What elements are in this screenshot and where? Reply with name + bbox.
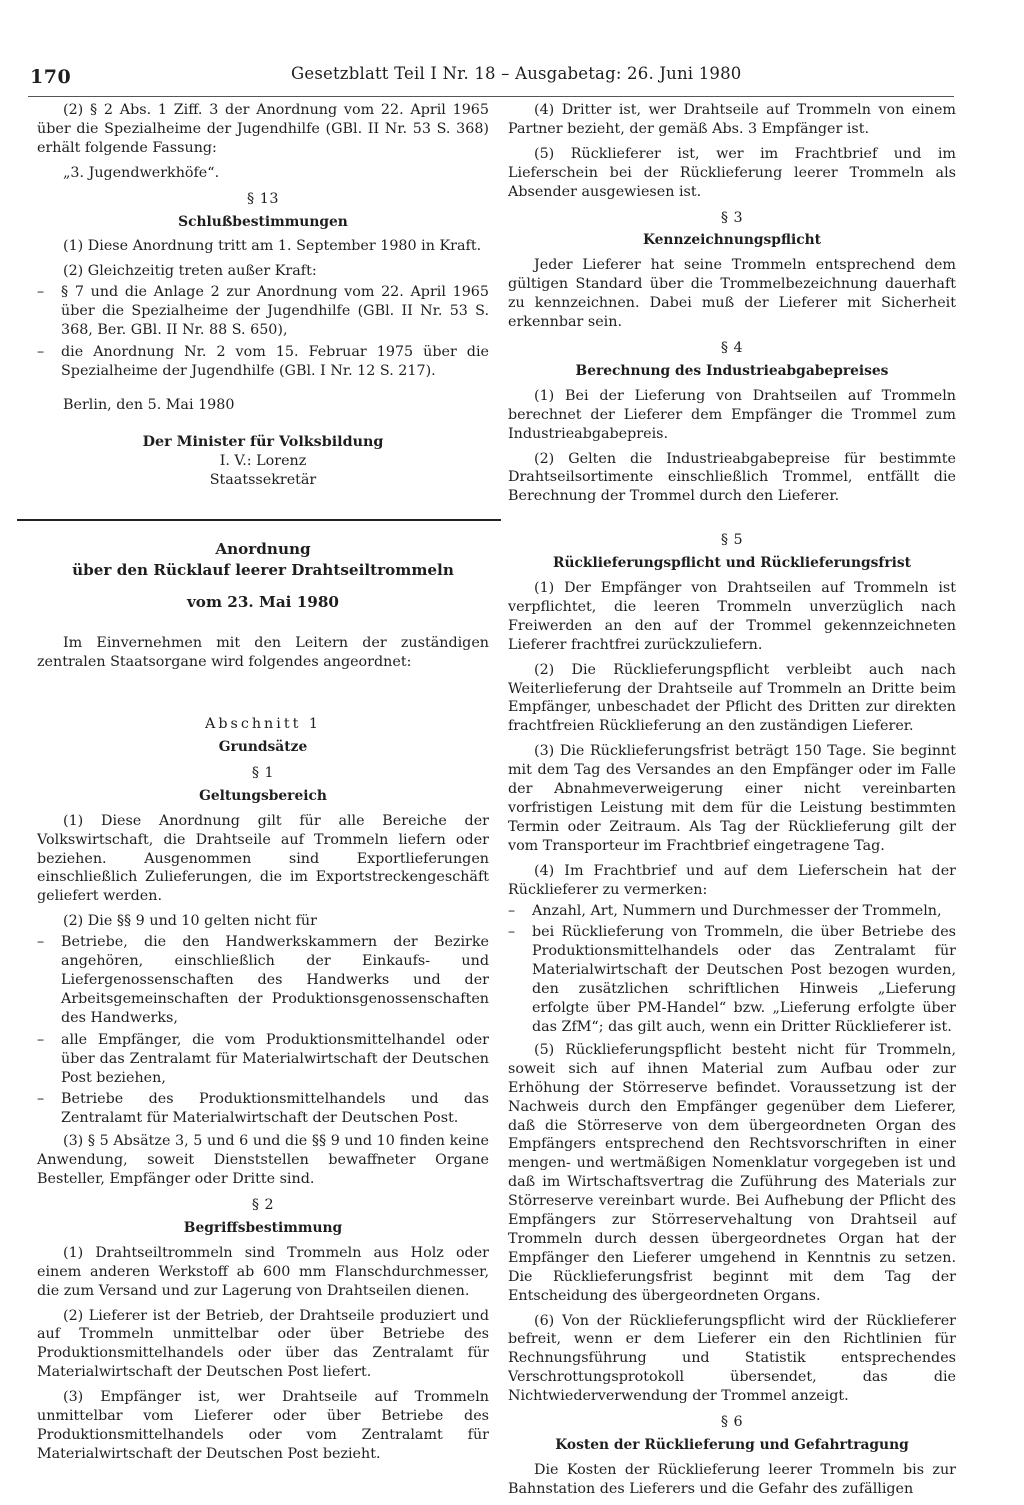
- right-column: [508, 101, 956, 1505]
- preamble: Im Einvernehmen mit den Leitern der zuständigen zentralen Staatsorgane wird folgendes angeordnet:: [37, 635, 489, 671]
- list-item: [37, 1031, 489, 1088]
- section-title: Rücklieferungspflicht und Rücklieferungsfrist: [553, 555, 911, 572]
- section-number: § 3: [720, 209, 744, 226]
- paragraph: (1) Bei der Lieferung von Drahtseilen auf Trommeln berechnet der Lieferer dem Empfänger die Trommel zum Industrieabgabepreis.: [508, 387, 956, 442]
- list-item-text: bei Rücklieferung von Trommeln, die über Betriebe des Produktionsmittelhandels oder das Zentralamt für Materialwirtschaft der Deutschen Post bezogen wurden, den zusätzlichen schriftlichen Hinweis „Lieferung erfolgte über PM-Handel“ bzw. „Lieferung erfolgte über das ZfM“; das gilt auch, wenn ein Dritter Rücklieferer ist.: [532, 924, 956, 1035]
- list-item: [37, 343, 489, 381]
- dash-bullet: –: [37, 284, 45, 301]
- paragraph: (1) Diese Anordnung gilt für alle Bereiche der Volkswirtschaft, die Drahtseile auf Trommeln liefern oder beziehen. Ausgenommen sind Exportlieferungen einschließlich Zulieferungen, die im Exportstreckengeschäft geliefert werden.: [37, 812, 489, 905]
- quote-line: „3. Jugendwerkhöfe“.: [63, 164, 220, 181]
- running-header: Gesetzblatt Teil I Nr. 18 – Ausgabetag: 26. Juni 1980: [291, 64, 742, 83]
- dash-bullet: –: [37, 934, 45, 951]
- list-item-text: alle Empfänger, die vom Produktionsmittelhandel oder über das Zentralamt für Materialwirtschaft der Deutschen Post beziehen,: [61, 1031, 489, 1086]
- paragraph: (2) Lieferer ist der Betrieb, der Drahtseile produziert und auf Trommeln unmittelbar oder über Betriebe des Produktionsmittelhandels oder über das Zentralamt für Materialwirtschaft der Deutschen Post liefert.: [37, 1307, 489, 1381]
- list-item: [37, 933, 489, 1028]
- paragraph: (3) § 5 Absätze 3, 5 und 6 und die §§ 9 und 10 finden keine Anwendung, soweit Dienststellen bewaffneter Organe Besteller, Empfänger oder Dritte sind.: [37, 1133, 489, 1188]
- paragraph: (4) Im Frachtbrief und auf dem Lieferschein hat der Rücklieferer zu vermerken:: [508, 862, 956, 898]
- header-rule: [28, 96, 954, 97]
- paragraph: Die Kosten der Rücklieferung leerer Trommeln bis zur Bahnstation des Lieferers und die Gefahr des zufälligen: [508, 1461, 956, 1497]
- section-number: § 2: [251, 1196, 275, 1213]
- paragraph: (1) Diese Anordnung tritt am 1. September 1980 in Kraft.: [63, 238, 482, 255]
- paragraph: (3) Die Rücklieferungsfrist beträgt 150 Tage. Sie beginnt mit dem Tag des Versandes an den Empfänger oder im Falle der Abnahmeverweigerung einer nicht vereinbarten vorfristigen Leistung mit dem für die Leistung bestimmten Termin oder Zeitraum. Als Tag der Rücklieferung gilt der vom Transporteur im Frachtbrief eingetragene Tag.: [508, 743, 956, 854]
- section-number: § 13: [247, 190, 279, 207]
- list-item-text: Betriebe des Produktionsmittelhandels und das Zentralamt für Materialwirtschaft der Deutschen Post.: [61, 1091, 489, 1127]
- place-date: Berlin, den 5. Mai 1980: [63, 396, 235, 413]
- dash-bullet: –: [508, 902, 516, 919]
- paragraph: (2) Gelten die Industrieabgabepreise für bestimmte Drahtseilsortimente einschließlich Trommel, entfällt die Berechnung der Trommel durch den Lieferer.: [508, 450, 956, 505]
- paragraph: Jeder Lieferer hat seine Trommeln entsprechend dem gültigen Standard über die Trommelbezeichnung dauerhaft zu kennzeichnen. Dabei muß der Lieferer mit Sicherheit erkennbar sein.: [508, 257, 956, 331]
- section-title: Geltungsbereich: [199, 787, 327, 804]
- paragraph: (2) Gleichzeitig treten außer Kraft:: [63, 263, 317, 280]
- list-item: [508, 902, 956, 921]
- section-title: Kosten der Rücklieferung und Gefahrtragung: [555, 1437, 909, 1453]
- ordinance-date: vom 23. Mai 1980: [186, 593, 339, 612]
- paragraph: (5) Rücklieferungspflicht besteht nicht für Trommeln, soweit sich auf ihnen Material zum Aufbau oder zur Erhöhung der Störreserve befindet. Voraussetzung ist der Nachweis durch den Empfänger gegenüber dem Lieferer, daß die Störreserve von dem übergeordneten Organ des Empfängers entsprechend den Rechtsvorschriften in einer mengen- und wertmäßigen Nomenklatur vorgegeben ist und daß im Wirtschaftsvertrag die Zuführung des Materials zur Störreserve vereinbart wurde. Bei Aufhebung der Pflicht des Empfängers zur Störreservehaltung von Drahtseil auf Trommeln durch dessen übergeordnetes Organ hat der Empfänger den Lieferer umgehend in Kenntnis zu setzen. Die Rücklieferungsfrist beginnt mit dem Tag der Entscheidung des übergeordneten Organs.: [508, 1041, 956, 1304]
- list-item: [508, 923, 956, 1036]
- signer-title: Der Minister für Volksbildung: [142, 433, 384, 450]
- ordinance-subtitle: über den Rücklauf leerer Drahtseiltrommeln: [72, 561, 454, 580]
- section-title: Schlußbestimmungen: [178, 213, 348, 230]
- paragraph: (2) Die §§ 9 und 10 gelten nicht für: [63, 913, 317, 930]
- dash-bullet: –: [37, 1091, 45, 1108]
- left-column: [37, 101, 489, 1470]
- signer-role: Staatssekretär: [209, 471, 317, 488]
- ordinance-title: Anordnung: [215, 540, 311, 559]
- list-item-text: § 7 und die Anlage 2 zur Anordnung vom 22. April 1965 über die Spezialheime der Jugendhilfe (GBl. II Nr. 53 S. 368, Ber. GBl. II Nr. 88 S. 650),: [61, 284, 489, 339]
- chapter-title: Grundsätze: [218, 739, 308, 756]
- paragraph: (3) Empfänger ist, wer Drahtseile auf Trommeln unmittelbar vom Lieferer oder über Betriebe des Produktionsmittelhandels oder vom Zentralamt für Materialwirtschaft der Deutschen Post bezieht.: [37, 1389, 489, 1462]
- section-title: Begriffsbestimmung: [183, 1219, 343, 1236]
- section-number: § 4: [720, 339, 744, 356]
- dash-bullet: –: [508, 924, 516, 941]
- paragraph: (5) Rücklieferer ist, wer im Frachtbrief und im Lieferschein bei der Rücklieferung leerer Trommeln als Absender ausgewiesen ist.: [508, 145, 956, 200]
- paragraph: (1) Der Empfänger von Drahtseilen auf Trommeln ist verpflichtet, die leeren Trommeln unverzüglich nach Freiwerden an den auf der Trommel gekennzeichneten Lieferer frachtfrei zurückzuliefern.: [508, 580, 956, 653]
- paragraph: (2) § 2 Abs. 1 Ziff. 3 der Anordnung vom 22. April 1965 über die Spezialheime der Jugendhilfe (GBl. II Nr. 53 S. 368) erhält folgende Fassung:: [37, 102, 489, 156]
- chapter-heading: Abschnitt 1: [205, 716, 321, 733]
- list-item-text: Anzahl, Art, Nummern und Durchmesser der Trommeln,: [532, 902, 942, 919]
- section-title: Kennzeichnungspflicht: [642, 232, 822, 249]
- dash-bullet: –: [37, 1031, 45, 1048]
- list-item: [37, 1090, 489, 1128]
- list-item-text: Betriebe, die den Handwerkskammern der Bezirke angehören, einschließlich der Einkaufs- und Liefergenossenschaften des Handwerks und der Arbeitsgemeinschaften der Produktionsgenossenschaften des Handwerks,: [61, 934, 489, 1026]
- paragraph: (2) Die Rücklieferungspflicht verbleibt auch nach Weiterlieferung der Drahtseile auf Trommeln an Dritte beim Empfänger, unbeschadet der Pflicht des Dritten zur direkten frachtfreien Rücklieferung an den zuständigen Lieferer.: [508, 661, 956, 735]
- paragraph: (1) Drahtseiltrommeln sind Trommeln aus Holz oder einem anderen Werkstoff ab 600 mm Flanschdurchmesser, die zum Versand und zur Lagerung von Drahtseilen dienen.: [37, 1244, 489, 1299]
- signer-name: I. V.: Lorenz: [219, 452, 307, 469]
- section-number: § 6: [720, 1414, 744, 1431]
- paragraph: (4) Dritter ist, wer Drahtseile auf Trommeln von einem Partner bezieht, der gemäß Abs. 3 Empfänger ist.: [508, 102, 956, 137]
- page-number: 170: [30, 66, 72, 88]
- list-item: [37, 283, 489, 340]
- paragraph: (6) Von der Rücklieferungspflicht wird der Rücklieferer befreit, wenn er dem Lieferer ein den Richtlinien für Rechnungsführung und Statistik entsprechendes Verschrottungsprotokoll übersendet, das die Nichtwiederverwendung der Trommel anzeigt.: [508, 1312, 956, 1405]
- section-title: Berechnung des Industrieabgabepreises: [575, 362, 889, 379]
- separator-rule: [17, 519, 501, 521]
- dash-bullet: –: [37, 343, 45, 360]
- section-number: § 1: [251, 764, 275, 781]
- section-number: § 5: [720, 532, 744, 549]
- list-item-text: die Anordnung Nr. 2 vom 15. Februar 1975 über die Spezialheime der Jugendhilfe (GBl. I Nr. 12 S. 217).: [61, 343, 489, 379]
